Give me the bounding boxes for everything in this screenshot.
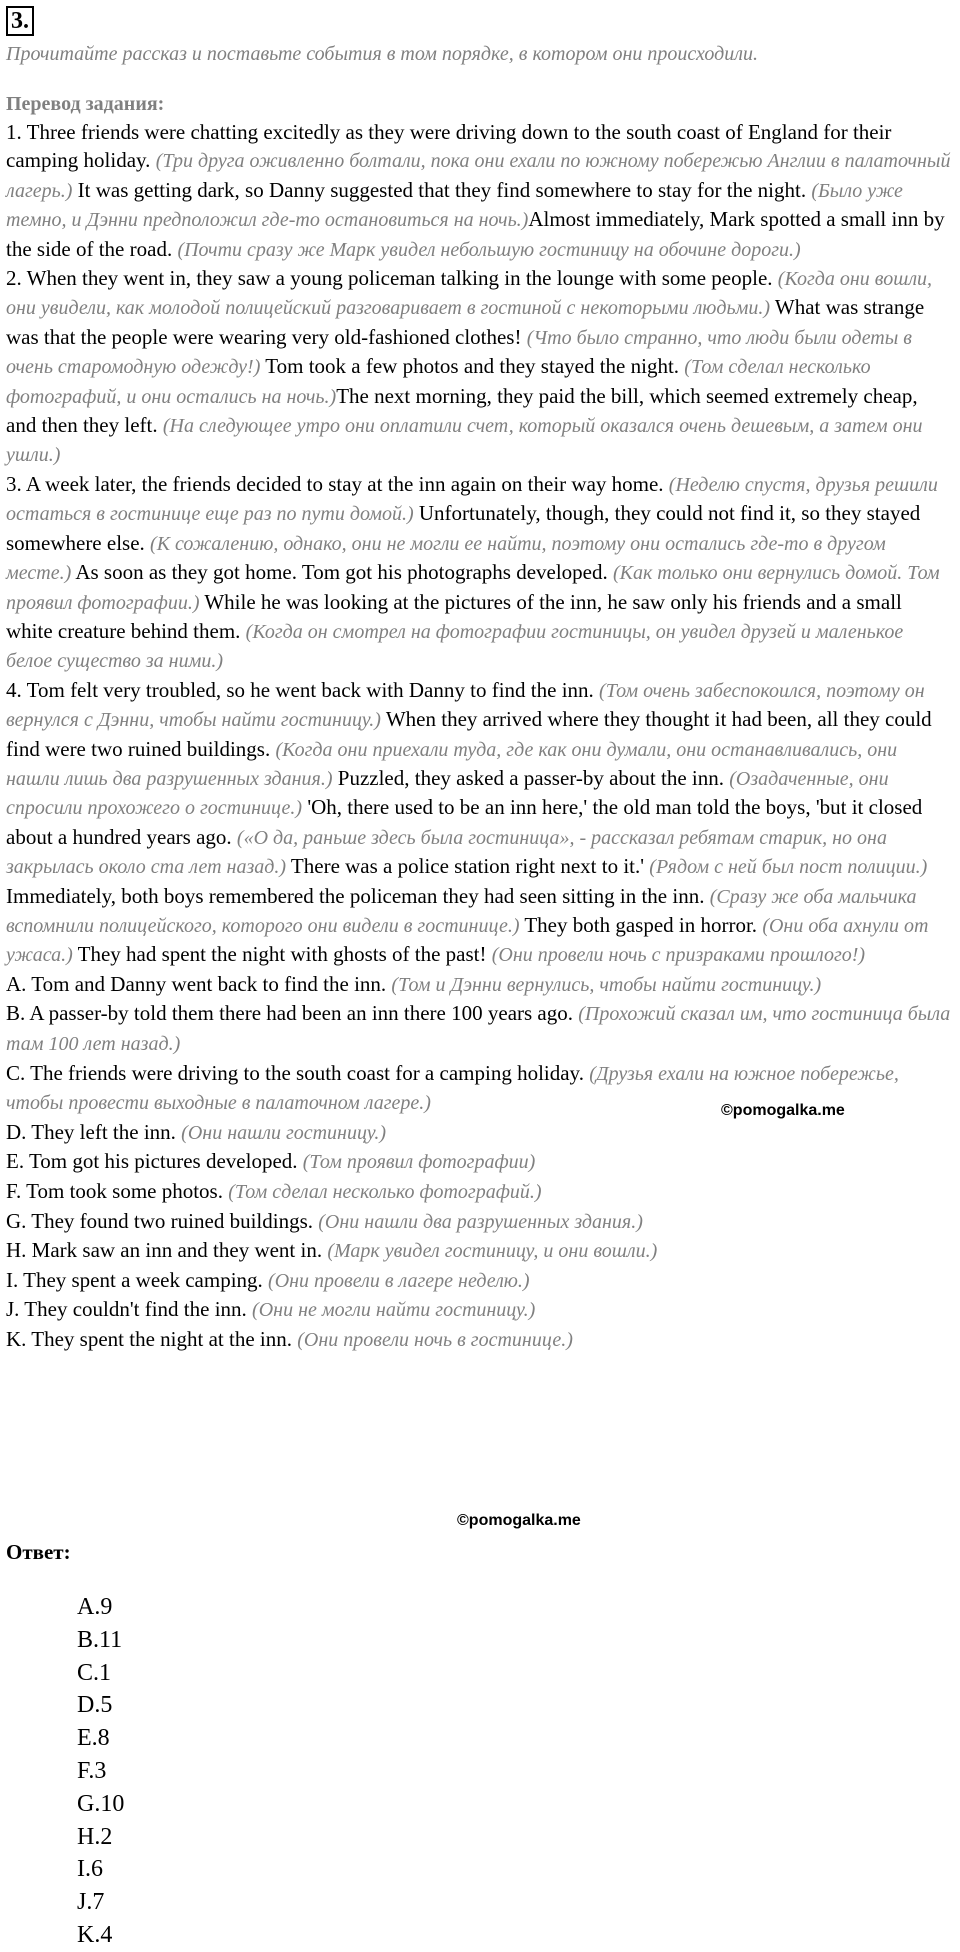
russian-translation: (Прохожий сказал им, что гостиница была там 100 лет назад.) [6, 1003, 951, 1055]
english-sentence: J. They couldn't find the inn. [6, 1297, 253, 1322]
russian-translation: (Они нашли два разрушенных здания.) [318, 1210, 643, 1233]
english-sentence: D. They left the inn. [6, 1119, 182, 1144]
russian-translation: (Сразу же оба мальчика вспомнили полицейского, которого они видели в гостинице.) [6, 885, 917, 937]
russian-translation: (Было уже темно, и Дэнни предположил где-то остановиться на ночь.) [6, 179, 903, 232]
task-page [6, 6, 952, 1355]
russian-translation: (Том сделал несколько фотографий.) [228, 1180, 542, 1203]
answer-item: H.2 [77, 1823, 113, 1850]
russian-translation: (К сожалению, однако, они не могли ее найти, поэтому они остались где-то в другом месте.) [6, 532, 886, 585]
russian-translation: (Когда они приехали туда, где как они думали, они останавливались, они нашли лишь два разрушенных здания.) [6, 738, 898, 790]
russian-translation: (Они провели ночь с призраками прошлого!) [491, 944, 866, 967]
russian-translation: (Они нашли гостиницу.) [181, 1121, 386, 1144]
russian-translation: (Друзья ехали на южное побережье, чтобы провести выходные в палаточном лагере.) [6, 1062, 899, 1115]
english-sentence: The next morning, they paid the bill, which seemed extremely cheap, and then they left. [6, 383, 918, 438]
english-sentence: Immediately, both boys remembered the policeman they had seen sitting in the inn. [6, 883, 710, 908]
english-sentence: They both gasped in horror. [519, 912, 763, 937]
russian-translation: (Они не могли найти гостиницу.) [252, 1299, 536, 1322]
answer-list [77, 1591, 124, 1952]
english-sentence: G. They found two ruined buildings. [6, 1208, 319, 1233]
event-option [6, 999, 952, 1058]
russian-translation: (Том очень забеспокоился, поэтому он вернулся с Дэнни, чтобы найти гостиницу.) [6, 679, 925, 732]
english-sentence: 2. When they went in, they saw a young policeman talking in the lounge with some people. [6, 266, 778, 291]
answer-item: D.5 [77, 1692, 113, 1719]
translation-heading: Перевод задания: [6, 93, 165, 115]
russian-translation: (Три друга оживленно болтали, пока они ехали по южному побережью Англии в палаточный лагерь.) [6, 150, 951, 202]
english-sentence: Tom took a few photos and they stayed the night. [260, 354, 685, 379]
russian-translation: (Когда он смотрел на фотографии гостиницы, он увидел друзей и маленькое белое существо за ними.) [6, 620, 904, 673]
event-option [6, 1266, 952, 1296]
english-sentence: H. Mark saw an inn and they went in. [6, 1238, 328, 1263]
answer-item: A.9 [77, 1594, 113, 1620]
event-option [6, 1177, 952, 1207]
russian-translation: (Как только они вернулись домой. Том проявил фотографии.) [6, 562, 940, 614]
english-sentence: It was getting dark, so Danny suggested that they find somewhere to stay for the night. [72, 177, 812, 202]
answer-item: I.6 [77, 1856, 103, 1883]
russian-translation: («О да, раньше здесь была гостиница», - рассказал ребятам старик, но она закрылась около ста лет назад.) [6, 826, 887, 879]
russian-translation: (Озадаченные, они спросили прохожего о гостинице.) [6, 767, 889, 820]
english-sentence: Unfortunately, though, they could not find it, so they stayed somewhere else. [6, 501, 921, 555]
russian-translation: (Когда они вошли, они увидели, как молодой полицейский разговаривает в гостиной с некоторыми людьми.) [6, 268, 933, 320]
watermark-1: ©pomogalka.me [721, 1102, 845, 1119]
english-sentence: Puzzled, they asked a passer-by about the inn. [332, 765, 730, 790]
answer-item: J.7 [77, 1889, 105, 1916]
english-sentence: When they arrived where they thought it had been, all they could find were two ruined buildings. [6, 707, 932, 761]
task-instruction: Прочитайте рассказ и поставьте события в том порядке, в котором они происходили. [6, 43, 758, 65]
event-option [6, 1118, 952, 1148]
story-paragraph-3 [6, 470, 952, 676]
event-option [6, 1325, 952, 1355]
english-sentence: I. They spent a week camping. [6, 1267, 269, 1292]
english-sentence: F. Tom took some photos. [6, 1178, 229, 1203]
english-sentence: B. A passer-by told them there had been an inn there 100 years ago. [6, 1001, 579, 1026]
russian-translation: (Они провели ночь в гостинице.) [297, 1328, 573, 1351]
english-sentence: There was a police station right next to it.' [286, 854, 650, 879]
event-option [6, 1147, 952, 1177]
russian-translation: (На следующее утро они оплатили счет, который оказался очень дешевым, а затем они ушли.) [6, 415, 923, 467]
story-paragraph-1 [6, 118, 952, 264]
answer-item: K.4 [77, 1921, 113, 1948]
russian-translation: (Неделю спустя, друзья решили остаться в гостинице еще раз по пути домой.) [6, 473, 938, 526]
answer-item: G.10 [77, 1790, 125, 1817]
russian-translation: (Том проявил фотографии) [302, 1151, 536, 1174]
event-options-list [6, 970, 952, 1355]
english-sentence: E. Tom got his pictures developed. [6, 1149, 303, 1174]
answer-item: C.1 [77, 1659, 112, 1686]
event-option [6, 1295, 952, 1325]
watermark-2: ©pomogalka.me [457, 1512, 581, 1529]
russian-translation: (Том сделал несколько фотографий, и они остались на ночь.) [6, 356, 871, 408]
russian-translation: (Они оба ахнули от ужаса.) [6, 914, 929, 967]
event-option [6, 1207, 952, 1237]
event-option [6, 970, 952, 1000]
english-sentence: Almost immediately, Mark spotted a small inn by the side of the road. [6, 207, 945, 261]
task-number [6, 6, 952, 36]
english-sentence: As soon as they got home. Tom got his photographs developed. [71, 560, 613, 585]
russian-translation: (Почти сразу же Марк увидел небольшую гостиницу на обочине дороги.) [177, 238, 801, 261]
answer-item: F.3 [77, 1757, 107, 1784]
story-text [6, 118, 952, 970]
story-paragraph-4 [6, 676, 952, 970]
answer-item: B.11 [77, 1626, 123, 1653]
answer-label: Ответ: [6, 1540, 71, 1564]
english-sentence: While he was looking at the pictures of the inn, he saw only his friends and a small white creature behind them. [6, 589, 902, 643]
english-sentence: 1. Three friends were chatting excitedly as they were driving down to the south coast of England for their camping holiday. [6, 120, 892, 173]
russian-translation: (Что было странно, что люди были одеты в очень старомодную одежду!) [6, 326, 912, 379]
answer-item: E.8 [77, 1725, 110, 1752]
russian-translation: (Марк увидел гостиницу, и они вошли.) [327, 1240, 658, 1263]
english-sentence: What was strange was that the people were wearing very old-fashioned clothes! [6, 295, 925, 349]
english-sentence: 3. A week later, the friends decided to stay at the inn again on their way home. [6, 471, 669, 496]
english-sentence: 'Oh, there used to be an inn here,' the old man told the boys, 'but it closed about a hundred years ago. [6, 795, 923, 849]
english-sentence: C. The friends were driving to the south coast for a camping holiday. [6, 1060, 590, 1085]
story-paragraph-2 [6, 264, 952, 470]
english-sentence: 4. Tom felt very troubled, so he went back with Danny to find the inn. [6, 677, 600, 702]
english-sentence: A. Tom and Danny went back to find the inn. [6, 971, 392, 996]
russian-translation: (Рядом с ней был пост полиции.) [649, 856, 928, 879]
russian-translation: (Том и Дэнни вернулись, чтобы найти гостиницу.) [391, 973, 822, 996]
english-sentence: They had spent the night with ghosts of the past! [72, 942, 492, 967]
task-number-box: 3. [6, 6, 34, 36]
event-option [6, 1236, 952, 1266]
russian-translation: (Они провели в лагере неделю.) [268, 1269, 530, 1292]
english-sentence: K. They spent the night at the inn. [6, 1326, 298, 1351]
